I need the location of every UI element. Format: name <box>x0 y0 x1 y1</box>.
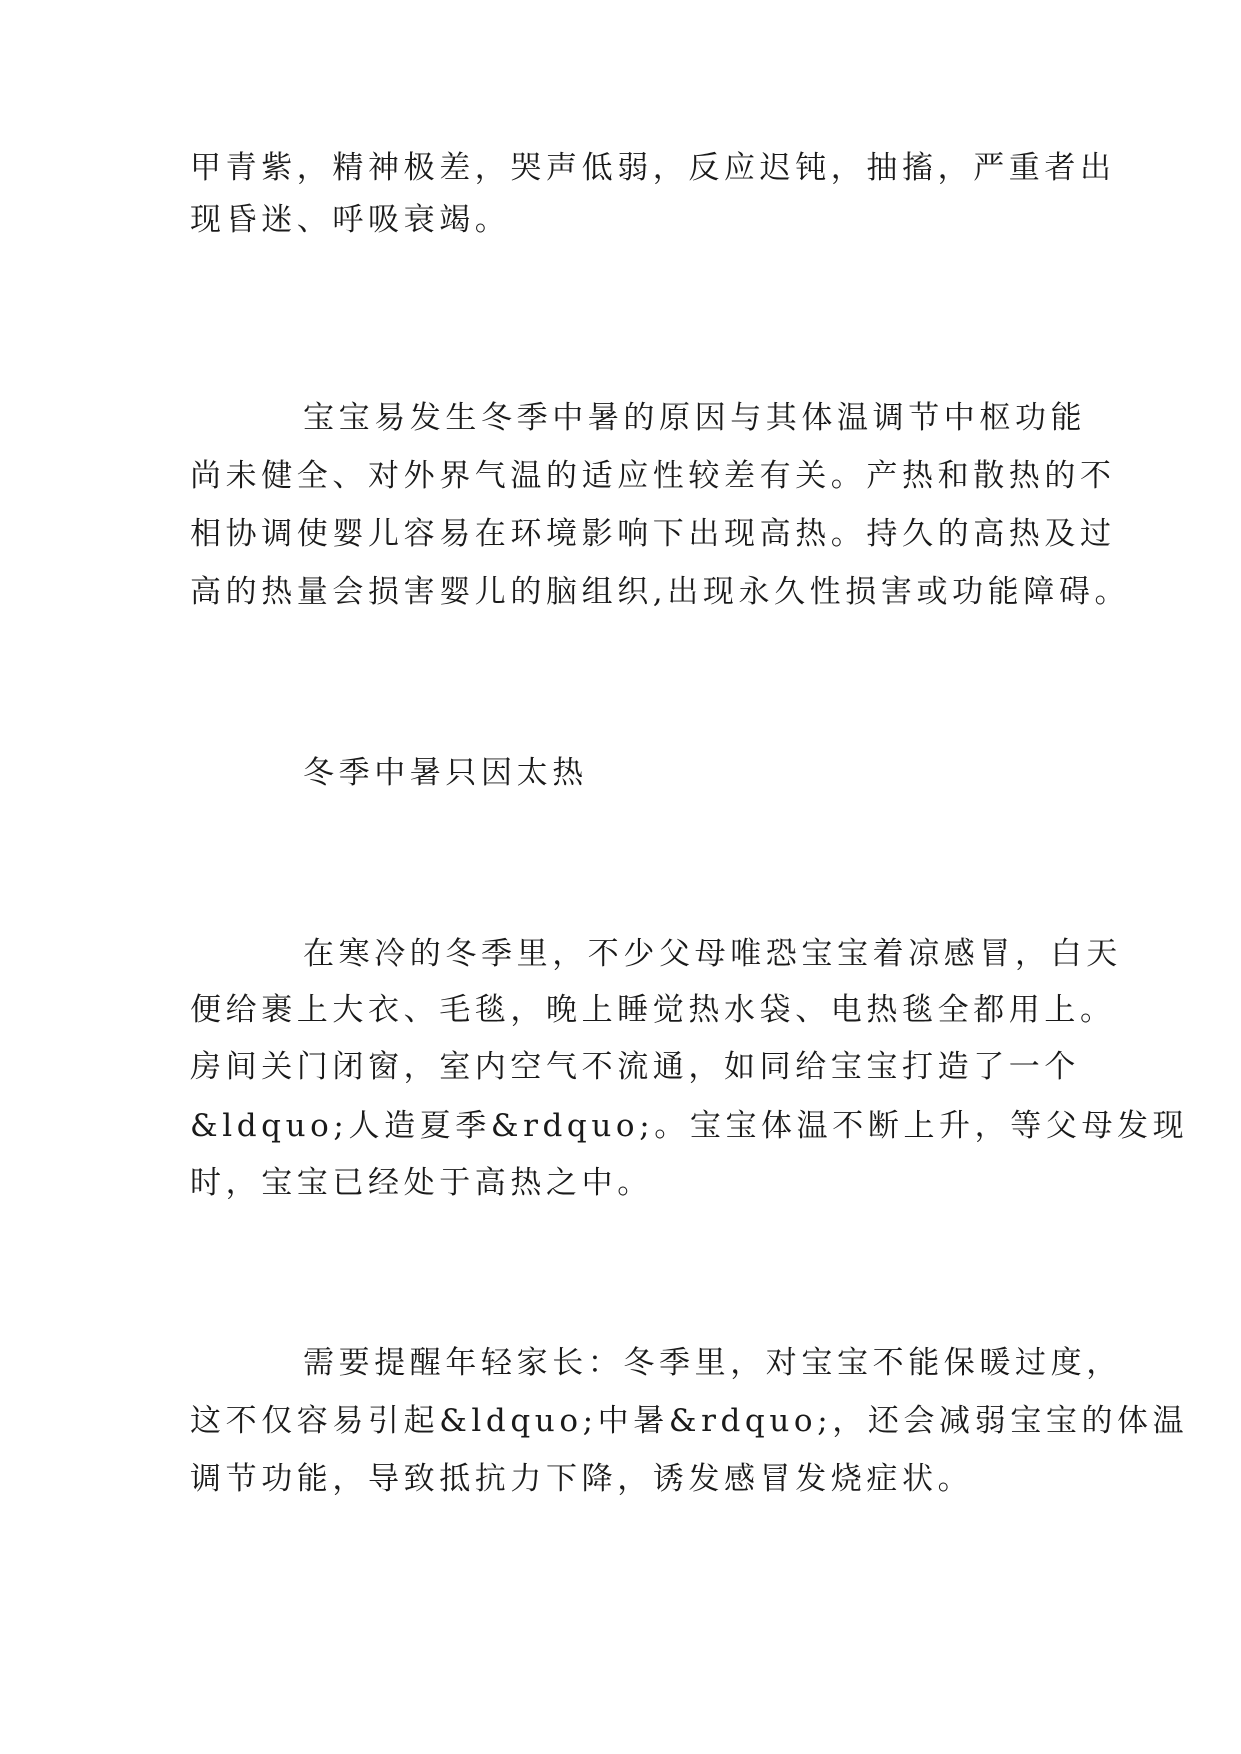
section-heading: 冬季中暑只因太热 <box>303 755 588 791</box>
text-line: 现昏迷、呼吸衰竭。 <box>190 202 511 238</box>
text-line: 甲青紫，精神极差，哭声低弱，反应迟钝，抽搐，严重者出 <box>190 150 1116 186</box>
text-line: 时，宝宝已经处于高热之中。 <box>190 1165 653 1201</box>
text-line: &ldquo;人造夏季&rdquo;。宝宝体温不断上升，等父母发现 <box>190 1108 1189 1144</box>
paragraph-first-line: 宝宝易发生冬季中暑的原因与其体温调节中枢功能 <box>303 400 1087 436</box>
text-line: 房间关门闭窗，室内空气不流通，如同给宝宝打造了一个 <box>190 1049 1080 1085</box>
text-line: 高的热量会损害婴儿的脑组织,出现永久性损害或功能障碍。 <box>190 574 1131 610</box>
paragraph-first-line: 在寒冷的冬季里，不少父母唯恐宝宝着凉感冒，白天 <box>303 936 1122 972</box>
text-line: 调节功能，导致抵抗力下降，诱发感冒发烧症状。 <box>190 1461 974 1497</box>
text-line: 便给裹上大衣、毛毯，晚上睡觉热水袋、电热毯全都用上。 <box>190 992 1116 1028</box>
text-line: 这不仅容易引起&ldquo;中暑&rdquo;，还会减弱宝宝的体温 <box>190 1403 1189 1439</box>
paragraph-first-line: 需要提醒年轻家长：冬季里，对宝宝不能保暖过度， <box>303 1345 1122 1381</box>
text-line: 尚未健全、对外界气温的适应性较差有关。产热和散热的不 <box>190 458 1116 494</box>
text-line: 相协调使婴儿容易在环境影响下出现高热。持久的高热及过 <box>190 516 1116 552</box>
